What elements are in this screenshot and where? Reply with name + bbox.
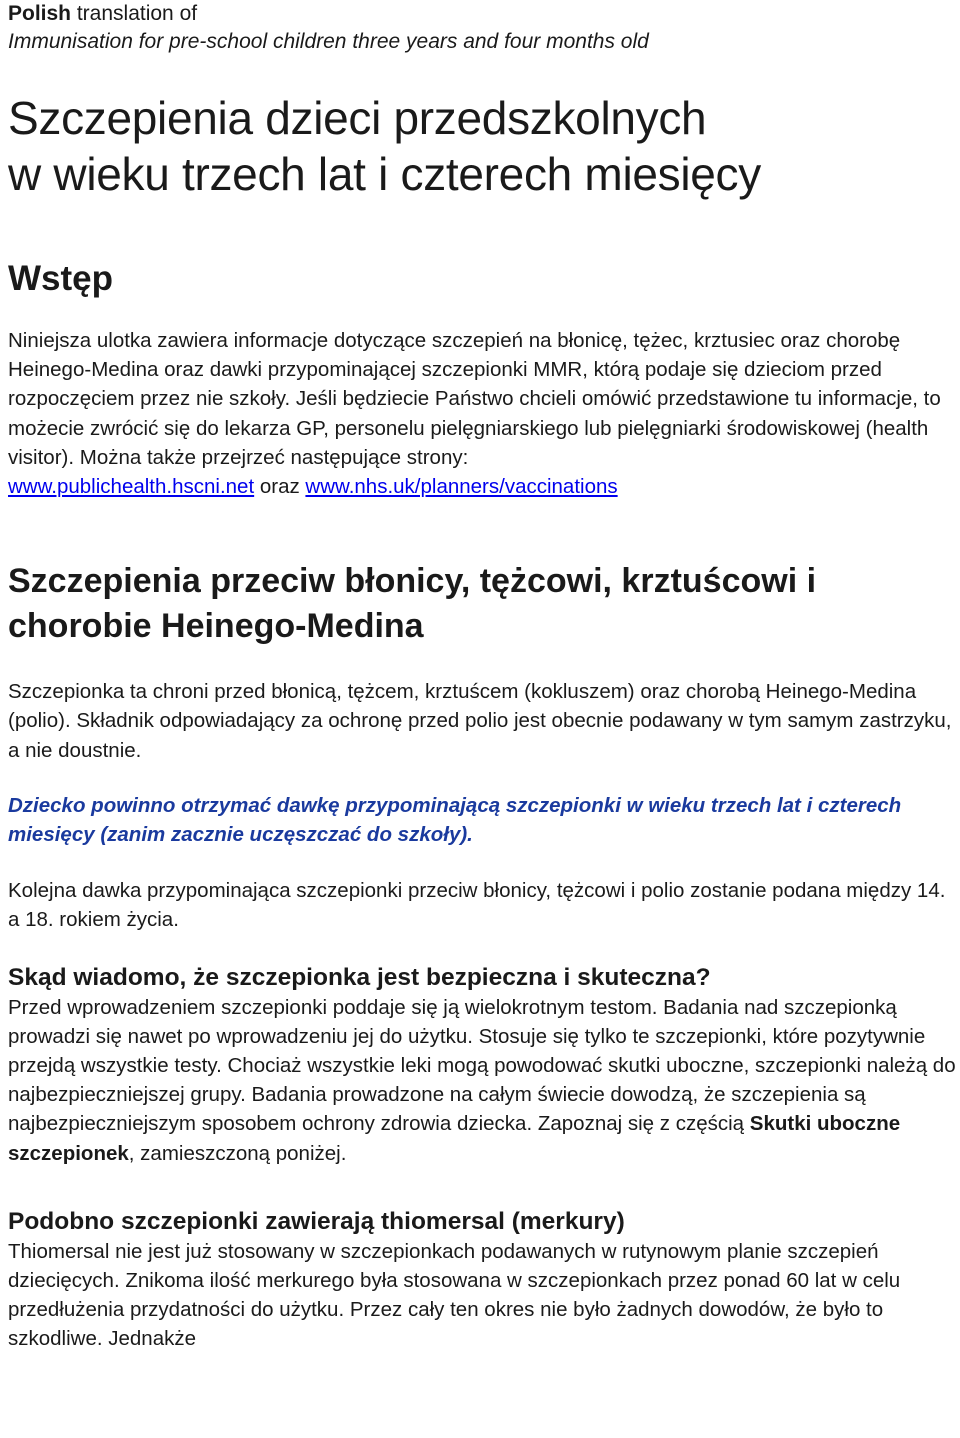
section-paragraph-vaccine: Szczepionka ta chroni przed błonicą, tężcem, krztuścem (kokluszem) oraz chorobą Heinego-Medina (polio). Składnik odpowiadający za ochronę przed polio jest obecnie podawany w tym samym zastrzyku, a nie doustnie. xyxy=(8,680,952,762)
translation-of-text: translation of xyxy=(71,2,198,25)
publichealth-link[interactable]: www.publichealth.hscni.net xyxy=(8,475,255,499)
safety-text-end: , zamieszczoną poniżej. xyxy=(128,1141,347,1165)
original-title xyxy=(8,28,960,56)
safety-text: Przed wprowadzeniem szczepionki poddaje się ją wielokrotnym testom. Badania nad szczepionką prowadzi się nawet po wprowadzeniu jej do użytku. Stosuje się tylko te szczepionki, które pozytywnie przejdą wszystkie testy. Chociaż wszystkie leki mogą powodować skutki uboczne, szczepionki należą do najbezpieczniejszej grupy. Badania prowadzone na całym świecie dowodzą, że szczepienia są najbezpieczniejszym sposobem ochrony zdrowia dziecka. Zapoznaj się z częścią xyxy=(8,995,956,1136)
page-title-line1: Szczepienia dzieci przedszkolnych xyxy=(8,92,707,144)
page-title-line2: w wieku trzech lat i czterech miesięcy xyxy=(8,148,761,200)
link-joiner: oraz xyxy=(254,475,306,499)
original-title-text: Immunisation for pre-school children three years and four months old xyxy=(8,30,649,53)
page-title xyxy=(8,90,960,202)
section-heading-dtp-polio: Szczepienia przeciw błonicy, tężcowi, krztuścowi i chorobie Heinego-Medina xyxy=(8,562,817,646)
next-booster-paragraph: Kolejna dawka przypominająca szczepionki przeciw błonicy, tężcowi i polio zostanie podana między 14. a 18. rokiem życia. xyxy=(8,879,946,932)
intro-text: Niniejsza ulotka zawiera informacje dotyczące szczepień na błonicę, tężec, krztusiec oraz chorobę Heinego-Medina oraz dawki przypominającej szczepionki MMR, którą podaje się dzieciom przed rozpoczęciem przez nie szkoły. Jeśli będziecie Państwo chcieli omówić przedstawione tu informacje, to możecie zwrócić się do lekarza GP, personelu pielęgniarskiego lub pielęgniarki środowiskowej (health visitor). Można także przejrzeć następujące strony: xyxy=(8,329,941,469)
safety-heading: Skąd wiadomo, że szczepionka jest bezpieczna i skuteczna? xyxy=(8,963,711,991)
nhs-vaccinations-link[interactable]: www.nhs.uk/planners/vaccinations xyxy=(305,475,618,499)
language-label: Polish xyxy=(8,2,72,25)
side-effects-reference: Skutki uboczne szczepionek xyxy=(8,1112,901,1165)
booster-emphasis xyxy=(8,791,960,849)
thiomersal-paragraph: Thiomersal nie jest już stosowany w szczepionkach podawanych w rutynowym planie szczepień dziecięcych. Znikoma ilość merkurego była stosowana w szczepionkach przez ponad 60 lat w celu przedłużenia przydatności do użytku. Przez cały ten okres nie było żadnych dowodów, że było to szkodliwe. Jednakże xyxy=(8,1239,901,1351)
thiomersal-heading: Podobno szczepionki zawierają thiomersal (merkury) xyxy=(8,1207,625,1235)
intro-heading: Wstęp xyxy=(8,259,113,298)
booster-emphasis-text: Dziecko powinno otrzymać dawkę przypominającą szczepionki w wieku trzech lat i czterech miesięcy (zanim zacznie uczęszczać do szkoły). xyxy=(8,793,902,847)
translation-note xyxy=(8,0,960,28)
safety-paragraph xyxy=(8,993,960,1168)
intro-paragraph xyxy=(8,326,960,501)
